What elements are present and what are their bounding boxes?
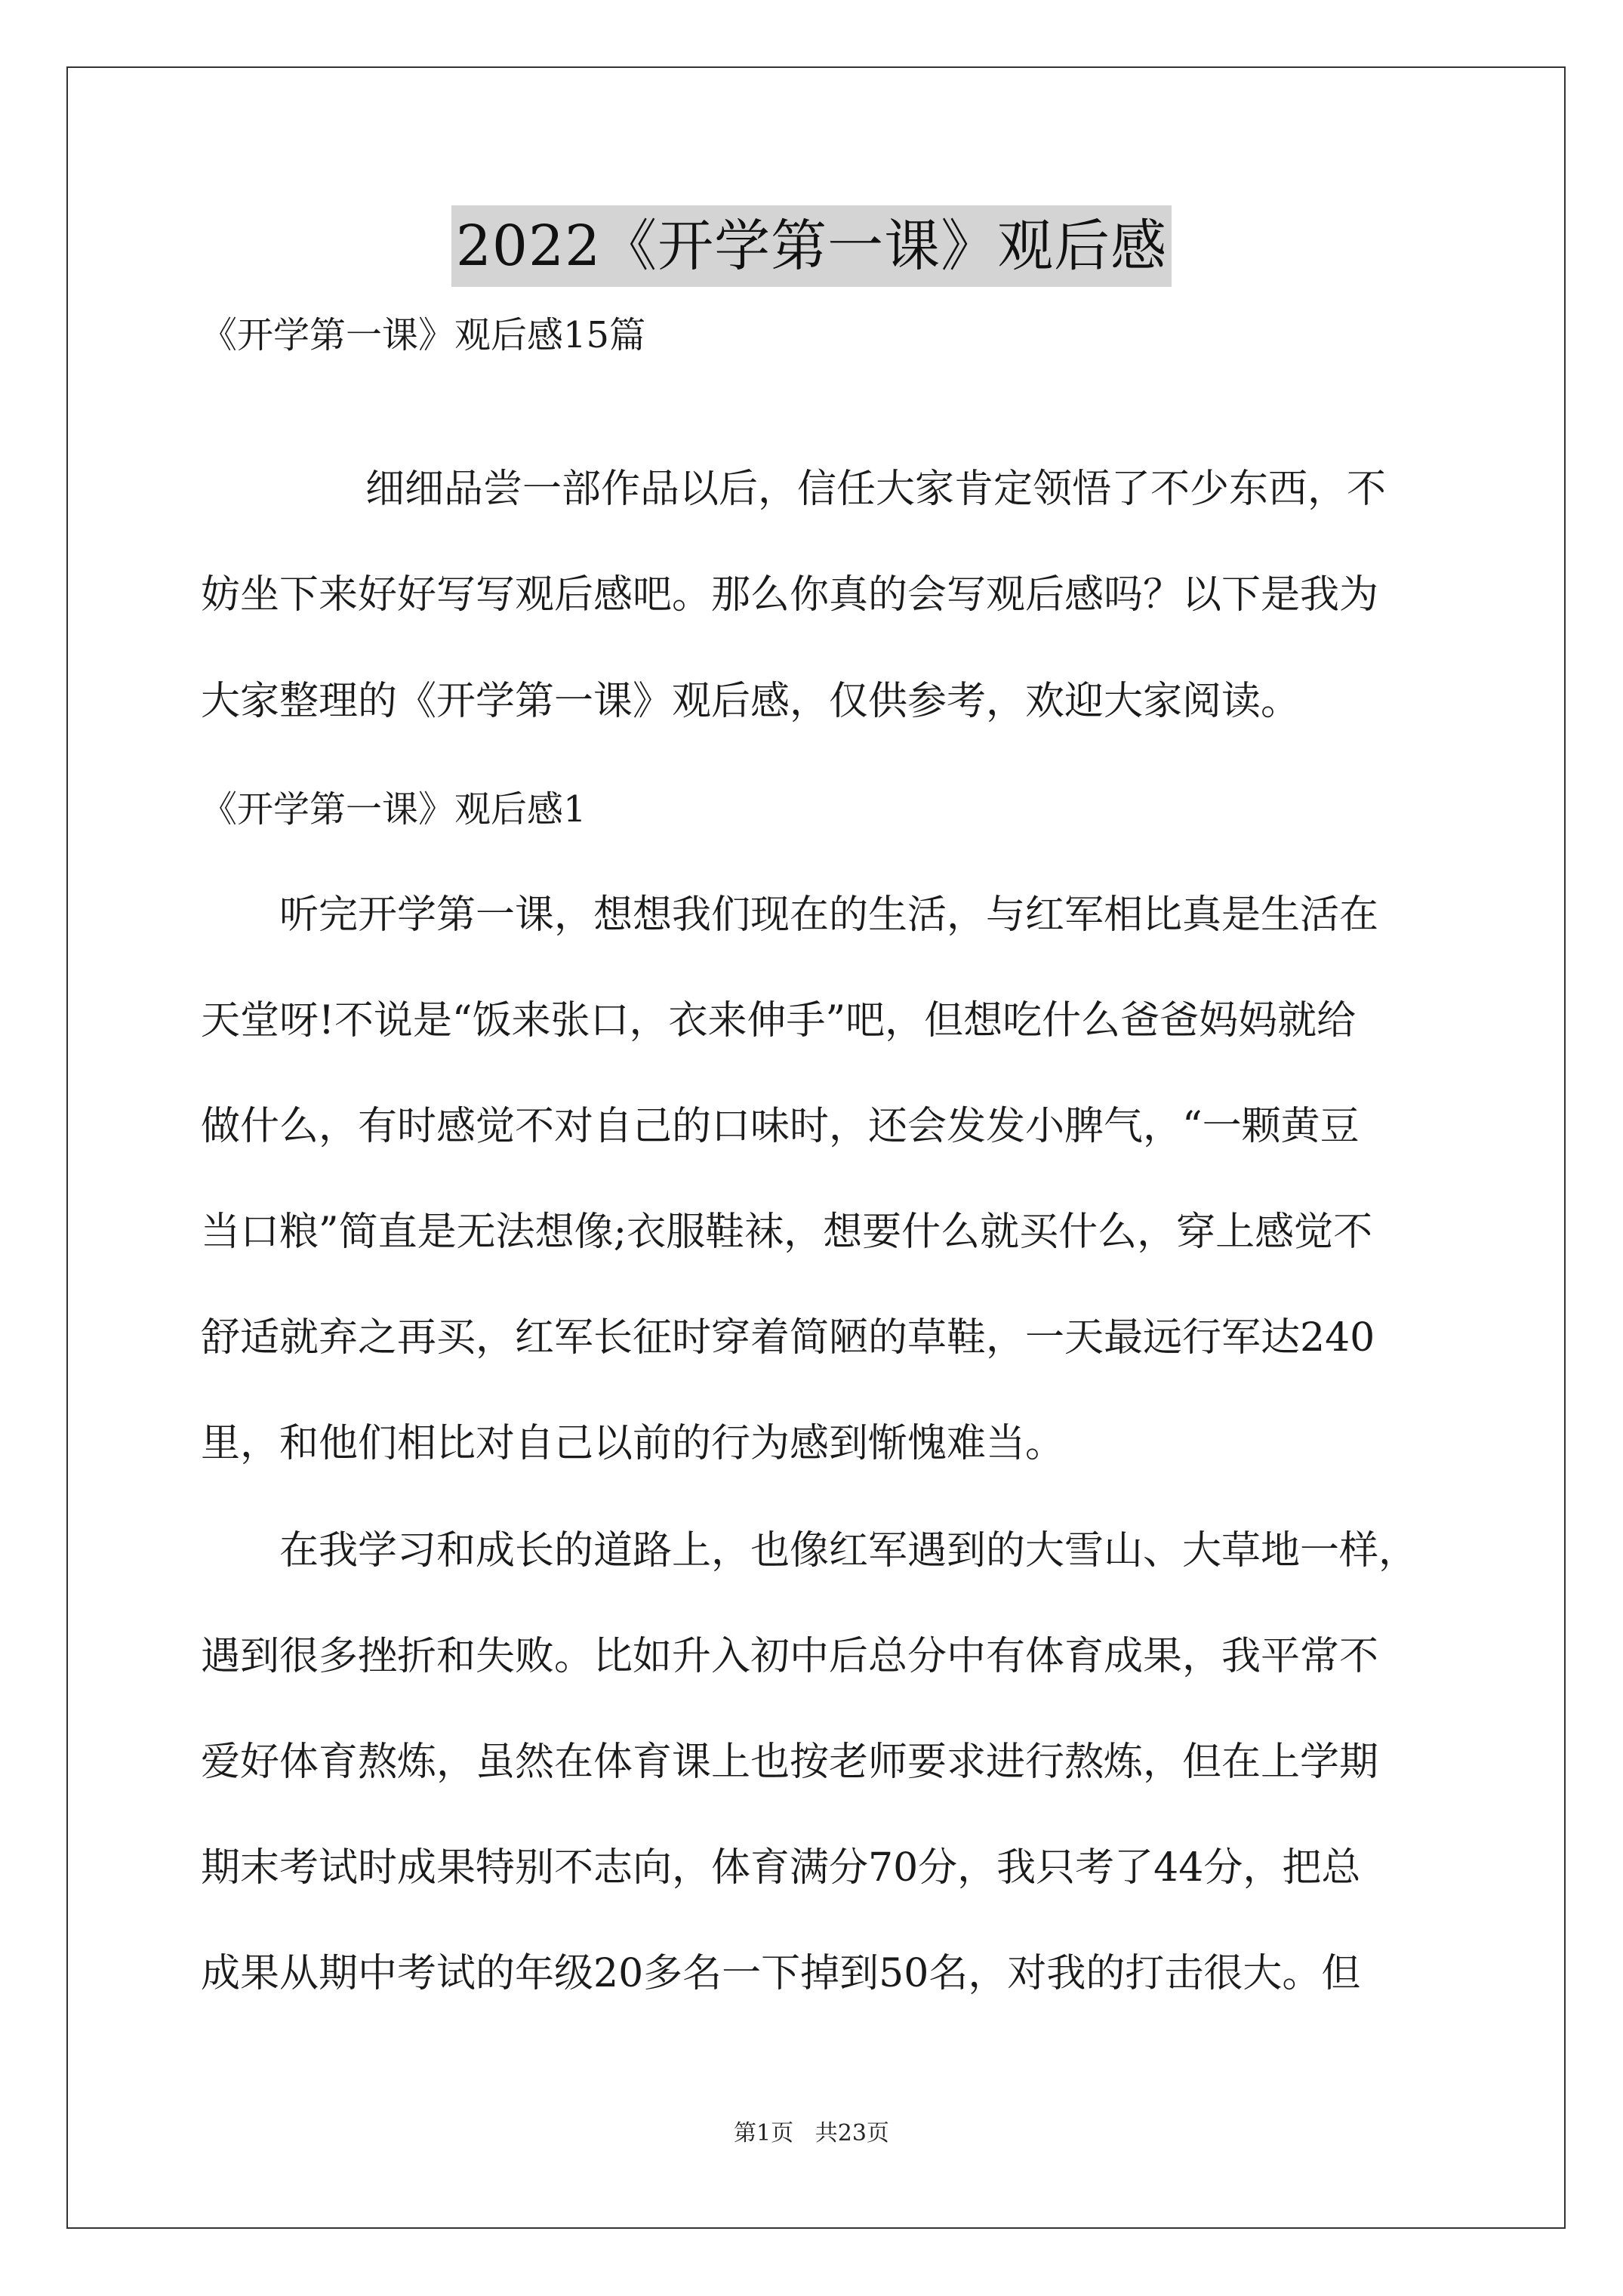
paragraph-line: 大家整理的《开学第一课》观后感，仅供参考，欢迎大家阅读。 (201, 679, 1301, 724)
page-total: 共23页 (815, 2120, 889, 2147)
title-area (0, 205, 1623, 287)
paragraph-line: 妨坐下来好好写写观后感吧。那么你真的会写观后感吗？以下是我为 (201, 572, 1379, 618)
paragraph-line: 在我学习和成长的道路上，也像红军遇到的大雪山、大草地一样， (279, 1528, 1418, 1573)
paragraph-line: 细细品尝一部作品以后，信任大家肯定领悟了不少东西，不 (365, 467, 1387, 512)
paragraph-line: 成果从期中考试的年级20多名一下掉到50名，对我的打击很大。但 (201, 1951, 1361, 1996)
paragraph-line: 做什么，有时感觉不对自己的口味时，还会发发小脾气，“一颗黄豆 (201, 1104, 1360, 1149)
paragraph-line: 当口粮”简直是无法想像;衣服鞋袜，想要什么就买什么，穿上感觉不 (201, 1210, 1373, 1255)
paragraph-line: 遇到很多挫折和失败。比如升入初中后总分中有体育成果，我平常不 (201, 1634, 1379, 1679)
subheading: 《开学第一课》观后感15篇 (201, 314, 646, 356)
paragraph-line: 天堂呀!不说是“饭来张口，衣来伸手”吧，但想吃什么爸爸妈妈就给 (201, 998, 1357, 1043)
paragraph-line: 里，和他们相比对自己以前的行为感到惭愧难当。 (201, 1421, 1065, 1466)
paragraph-line: 爱好体育熬炼，虽然在体育课上也按老师要求进行熬炼，但在上学期 (201, 1740, 1379, 1785)
paragraph-line: 听完开学第一课，想想我们现在的生活，与红军相比真是生活在 (279, 892, 1379, 938)
section-heading: 《开学第一课》观后感1 (201, 788, 587, 831)
page-number: 第1页 (734, 2120, 794, 2147)
document-title: 2022《开学第一课》观后感 (451, 205, 1172, 287)
paragraph-line: 舒适就弃之再买，红军长征时穿着简陋的草鞋，一天最远行军达240 (201, 1315, 1375, 1361)
footer-spacer (793, 2120, 815, 2147)
paragraph-line: 期末考试时成果特别不志向，体育满分70分，我只考了44分，把总 (201, 1845, 1361, 1891)
page-footer (0, 2119, 1623, 2149)
